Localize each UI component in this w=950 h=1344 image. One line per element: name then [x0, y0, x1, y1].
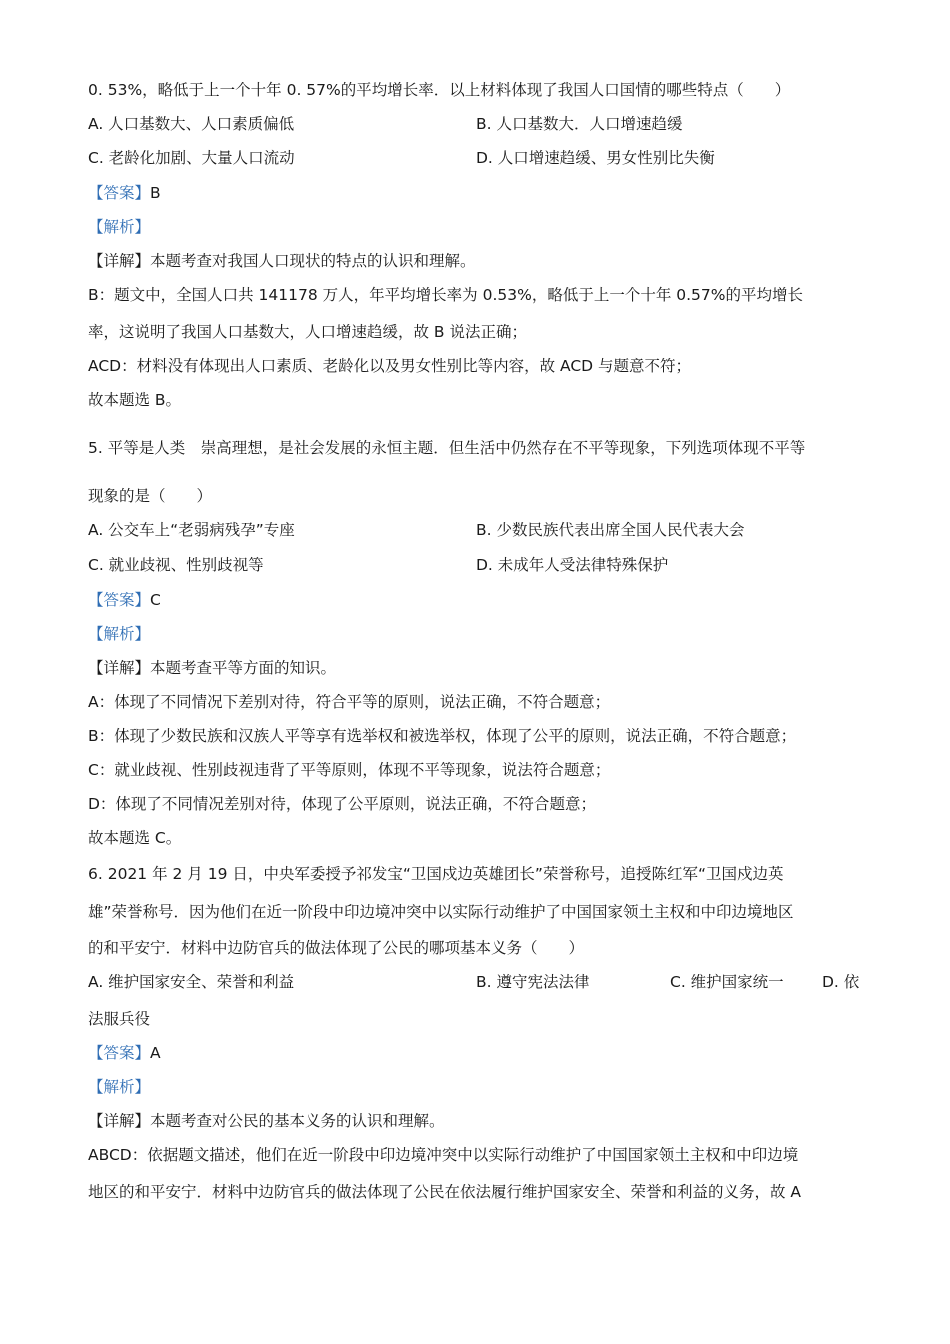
q5-analysis-d: D：体现了不同情况差别对待，体现了公平原则，说法正确，不符合题意；	[88, 795, 596, 813]
question-stem: 0. 53%，略低于上一个十年 0. 57%的平均增长率．以上材料体现了我国人口国情的哪些特点（ ）	[88, 81, 791, 99]
q5-answer-line	[88, 590, 161, 610]
q6-option-b: B. 遵守宪法法律	[476, 973, 590, 991]
q5-option-d: D. 未成年人受法律特殊保护	[476, 556, 669, 574]
q6-analysis-line2: 地区的和平安宁．材料中边防官兵的做法体现了公民在依法履行维护国家安全、荣誉和利益的义务，故 A	[88, 1183, 802, 1201]
analysis-b-line2: 率，这说明了我国人口基数大，人口增速趋缓，故 B 说法正确；	[88, 323, 527, 341]
q6-detail: 【详解】本题考查对公民的基本义务的认识和理解。	[88, 1112, 445, 1130]
q6-answer-line	[88, 1043, 161, 1063]
answer-tag: 【答案】	[88, 591, 151, 609]
analysis-b-line1: B：题文中，全国人口共 141178 万人，年平均增长率为 0.53%，略低于上一个十年 0.57%的平均增长	[88, 286, 803, 304]
q5-analysis-b: B：体现了少数民族和汉族人平等享有选举权和被选举权，体现了公平的原则，说法正确，不符合题意；	[88, 727, 797, 745]
answer-line	[88, 183, 161, 203]
question-6-stem-line1: 6. 2021 年 2 月 19 日，中央军委授予祁发宝“卫国戍边英雄团长”荣誉称号，追授陈红军“卫国戍边英	[88, 865, 784, 883]
option-b: B. 人口基数大．人口增速趋缓	[476, 115, 683, 133]
q5-option-b: B. 少数民族代表出席全国人民代表大会	[476, 521, 745, 539]
option-d: D. 人口增速趋缓、男女性别比失衡	[476, 149, 715, 167]
detail-line: 【详解】本题考查对我国人口现状的特点的认识和理解。	[88, 252, 476, 270]
answer-value: C	[150, 591, 161, 609]
question-6-stem-line3: 的和平安宁．材料中边防官兵的做法体现了公民的哪项基本义务（ ）	[88, 939, 585, 957]
q6-option-d-continued: 法服兵役	[88, 1010, 151, 1028]
analysis-tag: 【解析】	[88, 218, 151, 236]
q6-analysis-tag: 【解析】	[88, 1078, 151, 1096]
question-6-stem-line2: 雄”荣誉称号．因为他们在近一阶段中印边境冲突中以实际行动维护了中国国家领土主权和中印边境地区	[88, 903, 794, 921]
answer-tag: 【答案】	[88, 1044, 151, 1062]
q6-option-a: A. 维护国家安全、荣誉和利益	[88, 973, 295, 991]
q5-option-c: C. 就业歧视、性别歧视等	[88, 556, 264, 574]
question-5-stem-line2: 现象的是（ ）	[88, 487, 213, 505]
answer-value: B	[150, 184, 161, 202]
conclusion: 故本题选 B。	[88, 391, 182, 409]
q6-option-d: D. 依	[822, 973, 860, 991]
answer-tag: 【答案】	[88, 184, 151, 202]
q6-option-c: C. 维护国家统一	[670, 973, 784, 991]
q5-conclusion: 故本题选 C。	[88, 829, 182, 847]
answer-value: A	[150, 1044, 161, 1062]
q5-option-a: A. 公交车上“老弱病残孕”专座	[88, 521, 295, 539]
q5-analysis-c: C：就业歧视、性别歧视违背了平等原则，体现不平等现象，说法符合题意；	[88, 761, 611, 779]
option-a: A. 人口基数大、人口素质偏低	[88, 115, 295, 133]
question-5-stem-line1: 5. 平等是人类 崇高理想，是社会发展的永恒主题．但生活中仍然存在不平等现象，下列选项体现不平等	[88, 439, 806, 457]
q5-analysis-tag: 【解析】	[88, 625, 151, 643]
q5-detail: 【详解】本题考查平等方面的知识。	[88, 659, 337, 677]
q6-analysis-line1: ABCD：依据题文描述，他们在近一阶段中印边境冲突中以实际行动维护了中国国家领土主权和中印边境	[88, 1146, 799, 1164]
q5-analysis-a: A：体现了不同情况下差别对待，符合平等的原则，说法正确，不符合题意；	[88, 693, 611, 711]
analysis-acd: ACD：材料没有体现出人口素质、老龄化以及男女性别比等内容，故 ACD 与题意不符；	[88, 357, 692, 375]
option-c: C. 老龄化加剧、大量人口流动	[88, 149, 295, 167]
